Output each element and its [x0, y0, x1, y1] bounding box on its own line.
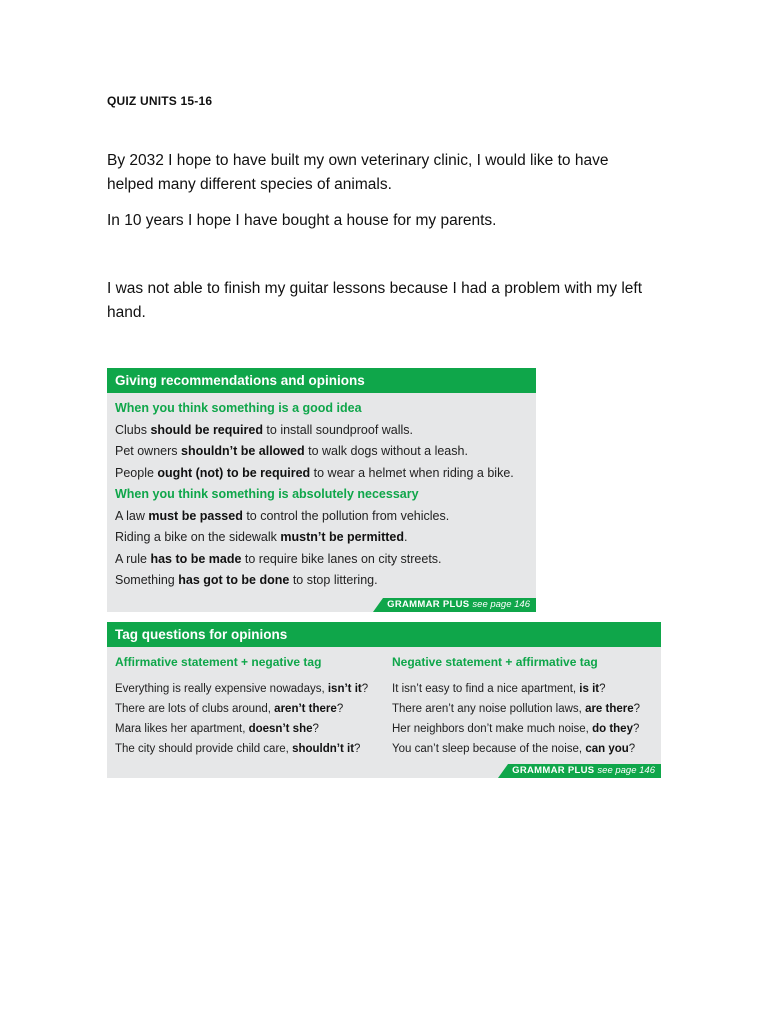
example-line: Riding a bike on the sidewalk mustn’t be permitted.	[115, 530, 408, 544]
example-line: It isn’t easy to find a nice apartment, is it?	[392, 683, 606, 695]
example-line: There aren’t any noise pollution laws, are there?	[392, 703, 641, 715]
example-line: Something has got to be done to stop littering.	[115, 573, 378, 587]
negative-column	[384, 647, 661, 759]
affirmative-column	[107, 647, 384, 759]
example-line: You can’t sleep because of the noise, can you?	[392, 743, 636, 755]
paragraph-house: In 10 years I hope I have bought a house for my parents.	[107, 212, 497, 229]
grammar-plus-tab	[498, 764, 661, 778]
example-line: Her neighbors don’t make much noise, do they?	[392, 723, 640, 735]
grammar-plus-label: GRAMMAR PLUS	[387, 599, 470, 610]
quiz-title: QUIZ UNITS 15-16	[107, 94, 213, 108]
example-line: There are lots of clubs around, aren’t there?	[115, 703, 344, 715]
tag-questions-box	[107, 622, 661, 778]
see-page-label: see page 146	[597, 765, 655, 776]
negative-heading: Negative statement + affirmative tag	[392, 655, 598, 669]
example-line: Clubs should be required to install soundproof walls.	[115, 422, 414, 437]
necessary-heading: When you think something is absolutely necessary	[115, 487, 419, 501]
tag-questions-header: Tag questions for opinions	[107, 622, 661, 647]
see-page-label: see page 146	[472, 599, 530, 610]
paragraph-clinic: By 2032 I hope to have built my own veterinary clinic, I would like to have helped many different species of animals.	[107, 152, 609, 193]
grammar-plus-tab	[373, 598, 536, 612]
recommendations-header: Giving recommendations and opinions	[107, 368, 536, 393]
paragraph-guitar: I was not able to finish my guitar lessons because I had a problem with my left hand.	[107, 280, 643, 321]
example-line: The city should provide child care, shouldn’t it?	[115, 743, 361, 755]
grammar-plus-label: GRAMMAR PLUS	[512, 765, 595, 776]
affirmative-heading: Affirmative statement + negative tag	[115, 655, 322, 669]
example-line: A rule has to be made to require bike lanes on city streets.	[115, 551, 442, 566]
example-line: Mara likes her apartment, doesn’t she?	[115, 723, 319, 735]
example-line: Everything is really expensive nowadays, isn’t it?	[115, 683, 369, 695]
recommendations-box	[107, 368, 536, 612]
example-line: People ought (not) to be required to wear a helmet when riding a bike.	[115, 465, 514, 480]
example-line: Pet owners shouldn’t be allowed to walk dogs without a leash.	[115, 444, 468, 458]
good-idea-heading: When you think something is a good idea	[115, 401, 362, 415]
example-line: A law must be passed to control the pollution from vehicles.	[115, 508, 450, 523]
